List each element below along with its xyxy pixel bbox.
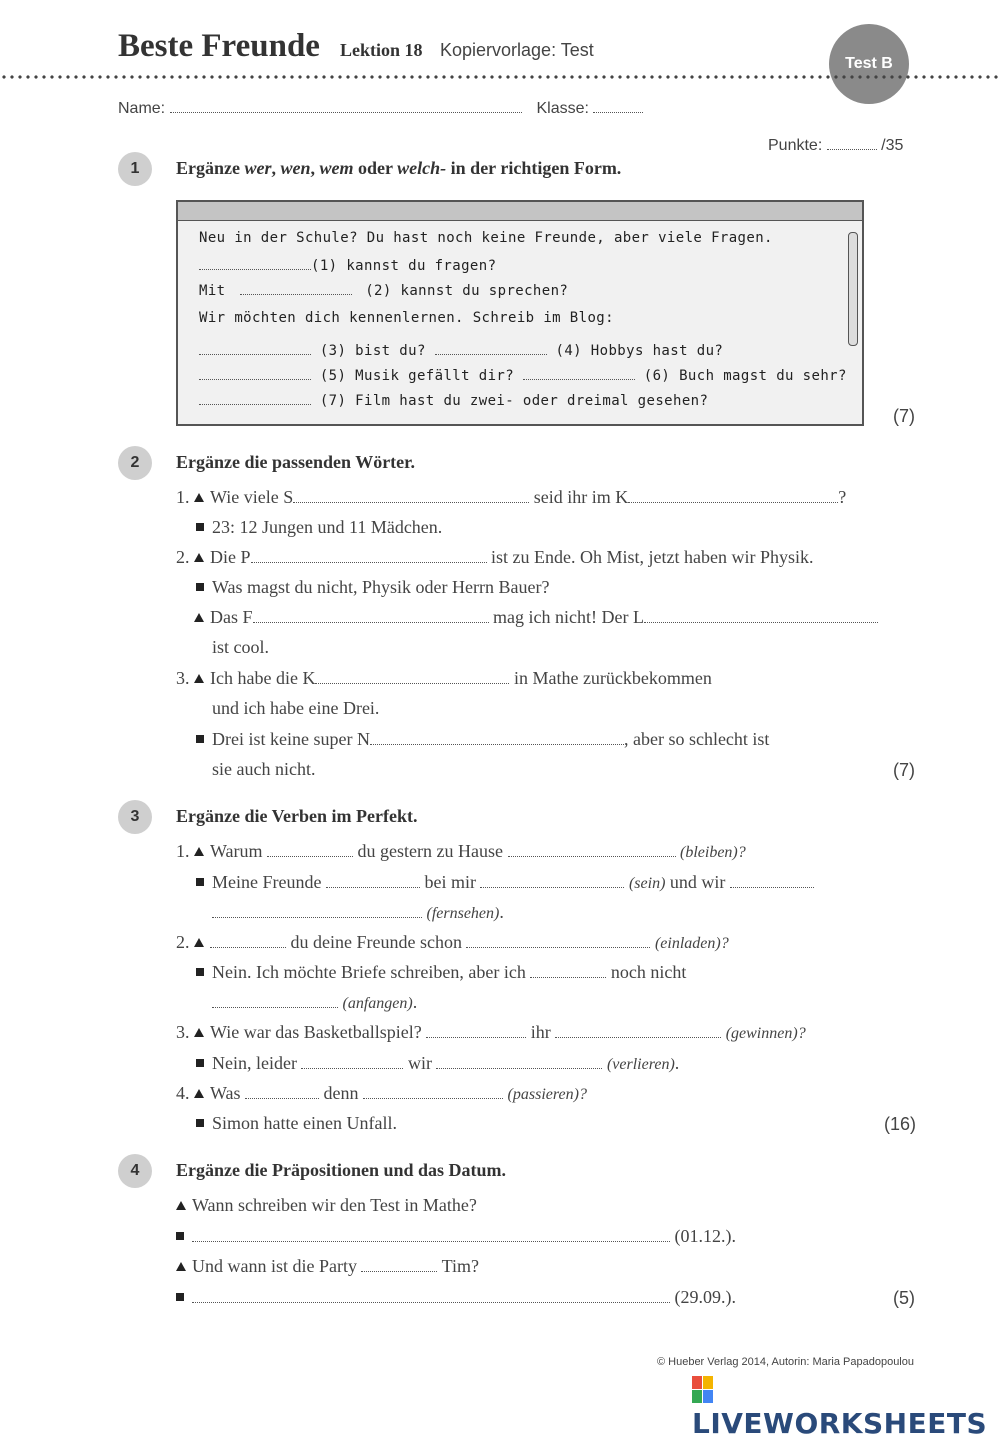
- ex2-line-6: ist cool.: [212, 637, 269, 657]
- name-field[interactable]: [170, 98, 522, 113]
- ex2-line-7: [176, 668, 712, 689]
- blog-text: (7) Film hast du zwei- oder dreimal gesehen?: [319, 393, 709, 409]
- ex2-text: mag ich nicht! Der L: [493, 607, 644, 627]
- ex3-text: du deine Freunde schon: [290, 932, 462, 952]
- ex3-blank-2[interactable]: [508, 842, 676, 857]
- ex2-text: in Mathe zurückbekommen: [513, 668, 712, 688]
- ex3-blank-7[interactable]: [210, 933, 286, 948]
- ex4-line-1: [176, 1195, 477, 1216]
- ex2-blank-6[interactable]: [315, 669, 509, 684]
- ex4-line-4: [176, 1287, 736, 1308]
- ex2-text: seid ihr im K: [533, 487, 629, 507]
- ex3-row-7: [176, 1022, 806, 1043]
- ex3-row-6: [212, 992, 417, 1013]
- ex3-row-1: [176, 841, 746, 862]
- triangle-bullet-icon: [194, 1028, 204, 1037]
- exercise-2-points: (7): [893, 760, 915, 780]
- blog-line-5: [199, 340, 723, 359]
- ex3-row-5: [196, 962, 686, 983]
- square-bullet-icon: [196, 878, 204, 886]
- blank-4[interactable]: [435, 340, 547, 355]
- ex2-blank-7[interactable]: [370, 730, 624, 745]
- ex4-text: Wann schreiben wir den Test in Mathe?: [192, 1195, 477, 1215]
- ex3-blank-4[interactable]: [480, 873, 624, 888]
- item-number: 3.: [176, 668, 190, 688]
- blog-line-4: Wir möchten dich kennenlernen. Schreib im Blog:: [199, 310, 614, 326]
- item-number: 3.: [176, 1022, 190, 1042]
- square-bullet-icon: [196, 583, 204, 591]
- blog-text: (1) kannst du fragen?: [311, 258, 497, 274]
- ex3-blank-10[interactable]: [212, 993, 338, 1008]
- triangle-bullet-icon: [194, 674, 204, 683]
- subtitle: Kopiervorlage: Test: [440, 40, 594, 60]
- brand-title: Beste Freunde: [118, 28, 320, 64]
- points-field[interactable]: [827, 135, 877, 150]
- points-total: /35: [881, 137, 904, 154]
- ex4-text: (29.09.).: [674, 1287, 736, 1307]
- verb-hint: (verlieren): [606, 1056, 675, 1073]
- name-label: Name:: [118, 100, 166, 117]
- ex3-text: denn: [323, 1083, 359, 1103]
- verb-hint: (gewinnen): [725, 1025, 798, 1042]
- ex2-line-8: und ich habe eine Drei.: [212, 698, 380, 718]
- heading-sep: ,: [271, 158, 281, 178]
- ex3-text: Was: [210, 1083, 241, 1103]
- heading-sep: ,: [310, 158, 320, 178]
- square-bullet-icon: [176, 1293, 184, 1301]
- blog-line-3: [199, 280, 568, 299]
- square-bullet-icon: [196, 1119, 204, 1127]
- ex2-blank-3[interactable]: [251, 548, 487, 563]
- item-number: 1.: [176, 841, 190, 861]
- ex3-text: Warum: [210, 841, 263, 861]
- exercise-4-points: (5): [893, 1288, 915, 1308]
- ex3-text: bei mir: [424, 872, 476, 892]
- liveworksheets-icon: [692, 1376, 714, 1404]
- ex3-row-8: [196, 1053, 679, 1074]
- ex2-text: Das F: [210, 607, 253, 627]
- ex2-line-10: sie auch nicht.: [212, 759, 316, 779]
- blank-1[interactable]: [199, 255, 311, 270]
- heading-word-wer: wer: [244, 158, 272, 178]
- ex3-text: ?: [737, 844, 746, 861]
- triangle-bullet-icon: [194, 613, 204, 622]
- ex3-text: Meine Freunde: [212, 872, 322, 892]
- triangle-bullet-icon: [194, 1089, 204, 1098]
- ex2-text: Ich habe die K: [210, 668, 316, 688]
- ex2-text: ?: [838, 487, 847, 507]
- points-row: [768, 135, 903, 155]
- lesson-label: Lektion 18: [340, 40, 423, 60]
- ex3-blank-6[interactable]: [212, 903, 422, 918]
- ex3-row-9: [176, 1083, 587, 1104]
- blog-line-6: [199, 365, 847, 384]
- verb-hint: (bleiben): [680, 844, 738, 861]
- ex3-text: .: [499, 902, 504, 922]
- blank-6[interactable]: [523, 365, 635, 380]
- exercise-number-1: 1: [118, 152, 152, 186]
- ex2-line-2: [196, 517, 442, 538]
- ex2-text: , aber so schlecht ist: [623, 729, 770, 749]
- ex3-text: wir: [407, 1053, 432, 1073]
- ex3-blank-3[interactable]: [326, 873, 420, 888]
- triangle-bullet-icon: [194, 938, 204, 947]
- ex2-text: Was magst du nicht, Physik oder Herrn Bauer?: [212, 577, 550, 597]
- ex2-line-4: [196, 577, 549, 598]
- blank-3[interactable]: [199, 340, 311, 355]
- triangle-bullet-icon: [176, 1262, 186, 1271]
- heading-text: in der richtigen Form.: [446, 158, 622, 178]
- heading-text: oder: [353, 158, 398, 178]
- verb-hint: (fernsehen): [426, 905, 500, 922]
- ex3-text: .: [412, 992, 418, 1012]
- ex2-blank-1[interactable]: [293, 488, 529, 503]
- ex3-text: Nein. Ich möchte Briefe schreiben, aber ich: [212, 962, 526, 982]
- class-field[interactable]: [593, 98, 643, 113]
- ex3-row-2: [196, 872, 814, 893]
- ex4-line-2: [176, 1226, 736, 1247]
- item-number: 1.: [176, 487, 190, 507]
- item-number: 4.: [176, 1083, 190, 1103]
- blog-titlebar: [178, 202, 862, 221]
- ex3-blank-14[interactable]: [436, 1054, 602, 1069]
- blank-2[interactable]: [240, 280, 352, 295]
- exercise-3-heading: Ergänze die Verben im Perfekt.: [176, 806, 418, 826]
- exercise-number-4: 4: [118, 1154, 152, 1188]
- ex3-blank-1[interactable]: [267, 842, 353, 857]
- blog-text: (2) kannst du sprechen?: [365, 283, 569, 299]
- item-number: 2.: [176, 547, 190, 567]
- exercise-3-points: (16): [884, 1114, 917, 1134]
- ex3-text: du gestern zu Hause: [357, 841, 503, 861]
- verb-hint: (passieren): [507, 1086, 579, 1103]
- ex4-line-3: [176, 1256, 479, 1277]
- ex3-blank-5[interactable]: [730, 873, 814, 888]
- square-bullet-icon: [196, 968, 204, 976]
- verb-hint: (sein): [628, 875, 666, 892]
- ex3-blank-15[interactable]: [245, 1084, 319, 1099]
- ex2-text: 23: 12 Jungen und 11 Mädchen.: [212, 517, 443, 537]
- blank-7[interactable]: [199, 390, 311, 405]
- blog-scrollbar[interactable]: [848, 232, 858, 346]
- ex3-text: Wie war das Basketballspiel?: [210, 1022, 422, 1042]
- ex4-text: (01.12.).: [674, 1226, 736, 1246]
- ex2-text: Drei ist keine super N: [212, 729, 370, 749]
- header-divider: [0, 74, 1000, 80]
- exercise-1-heading: [176, 158, 621, 179]
- ex2-line-1: [176, 487, 846, 508]
- ex2-blank-4[interactable]: [253, 608, 489, 623]
- triangle-bullet-icon: [194, 553, 204, 562]
- blog-text: (5) Musik gefällt dir?: [319, 368, 515, 384]
- exercise-2-heading: Ergänze die passenden Wörter.: [176, 452, 416, 472]
- ex3-blank-8[interactable]: [466, 933, 650, 948]
- ex2-blank-5[interactable]: [644, 608, 878, 623]
- ex2-line-5: [194, 607, 878, 628]
- item-number: 2.: [176, 932, 190, 952]
- blog-text: (4) Hobbys hast du?: [555, 343, 724, 359]
- liveworksheets-text: LIVEWORKSHEETS: [692, 1407, 988, 1440]
- ex3-text: Simon hatte einen Unfall.: [212, 1113, 397, 1133]
- ex3-text: ?: [578, 1086, 587, 1103]
- ex4-blank-1[interactable]: [192, 1227, 670, 1242]
- blog-text: (3) bist du?: [319, 343, 426, 359]
- ex2-text: Wie viele S: [210, 487, 294, 507]
- blank-5[interactable]: [199, 365, 311, 380]
- points-label: Punkte:: [768, 137, 823, 154]
- ex3-text: .: [674, 1053, 680, 1073]
- test-badge: Test B: [829, 24, 909, 104]
- ex3-text: ?: [720, 935, 729, 952]
- blog-line-1: Neu in der Schule? Du hast noch keine Freunde, aber viele Fragen.: [199, 230, 773, 246]
- square-bullet-icon: [196, 735, 204, 743]
- triangle-bullet-icon: [176, 1201, 186, 1210]
- copyright: © Hueber Verlag 2014, Autorin: Maria Papadopoulou: [656, 1356, 914, 1368]
- square-bullet-icon: [196, 1059, 204, 1067]
- heading-word-wen: wen: [280, 158, 311, 178]
- verb-hint: (einladen): [654, 935, 721, 952]
- ex4-text: Tim?: [441, 1256, 480, 1276]
- square-bullet-icon: [196, 523, 204, 531]
- exercise-number-2: 2: [118, 446, 152, 480]
- ex3-blank-9[interactable]: [530, 963, 606, 978]
- triangle-bullet-icon: [194, 847, 204, 856]
- ex3-text: ihr: [530, 1022, 551, 1042]
- ex3-row-10: [196, 1113, 397, 1134]
- ex4-blank-2[interactable]: [361, 1257, 437, 1272]
- triangle-bullet-icon: [194, 493, 204, 502]
- blog-line-7: [199, 390, 708, 409]
- blog-line-2: [199, 255, 496, 274]
- ex3-text: Nein, leider: [212, 1053, 297, 1073]
- ex3-blank-11[interactable]: [426, 1023, 526, 1038]
- blog-text: Mit: [199, 283, 226, 299]
- blog-text: (6) Buch magst du sehr?: [643, 368, 847, 384]
- ex3-row-4: [176, 932, 729, 953]
- ex4-text: Und wann ist die Party: [192, 1256, 357, 1276]
- exercise-number-3: 3: [118, 800, 152, 834]
- ex3-blank-12[interactable]: [555, 1023, 721, 1038]
- ex3-blank-16[interactable]: [363, 1084, 503, 1099]
- verb-hint: (anfangen): [342, 995, 413, 1012]
- ex3-blank-13[interactable]: [301, 1054, 403, 1069]
- ex2-line-9: [196, 729, 769, 750]
- ex2-blank-2[interactable]: [628, 488, 838, 503]
- name-row: [118, 98, 643, 118]
- liveworksheets-logo: [692, 1374, 1000, 1440]
- heading-word-welch: welch-: [397, 158, 447, 178]
- exercise-1-points: (7): [893, 406, 915, 426]
- ex3-row-3: [212, 902, 504, 923]
- heading-word-wem: wem: [319, 158, 354, 178]
- exercise-4-heading: Ergänze die Präpositionen und das Datum.: [176, 1160, 507, 1180]
- class-label: Klasse:: [536, 100, 589, 117]
- ex4-blank-3[interactable]: [192, 1288, 670, 1303]
- ex3-text: und wir: [669, 872, 726, 892]
- ex2-line-3: [176, 547, 813, 568]
- ex3-text: noch nicht: [610, 962, 687, 982]
- ex2-text: ist zu Ende. Oh Mist, jetzt haben wir Physik.: [491, 547, 814, 567]
- square-bullet-icon: [176, 1232, 184, 1240]
- ex2-text: Die P: [210, 547, 251, 567]
- ex3-text: ?: [797, 1025, 806, 1042]
- heading-text: Ergänze: [176, 158, 245, 178]
